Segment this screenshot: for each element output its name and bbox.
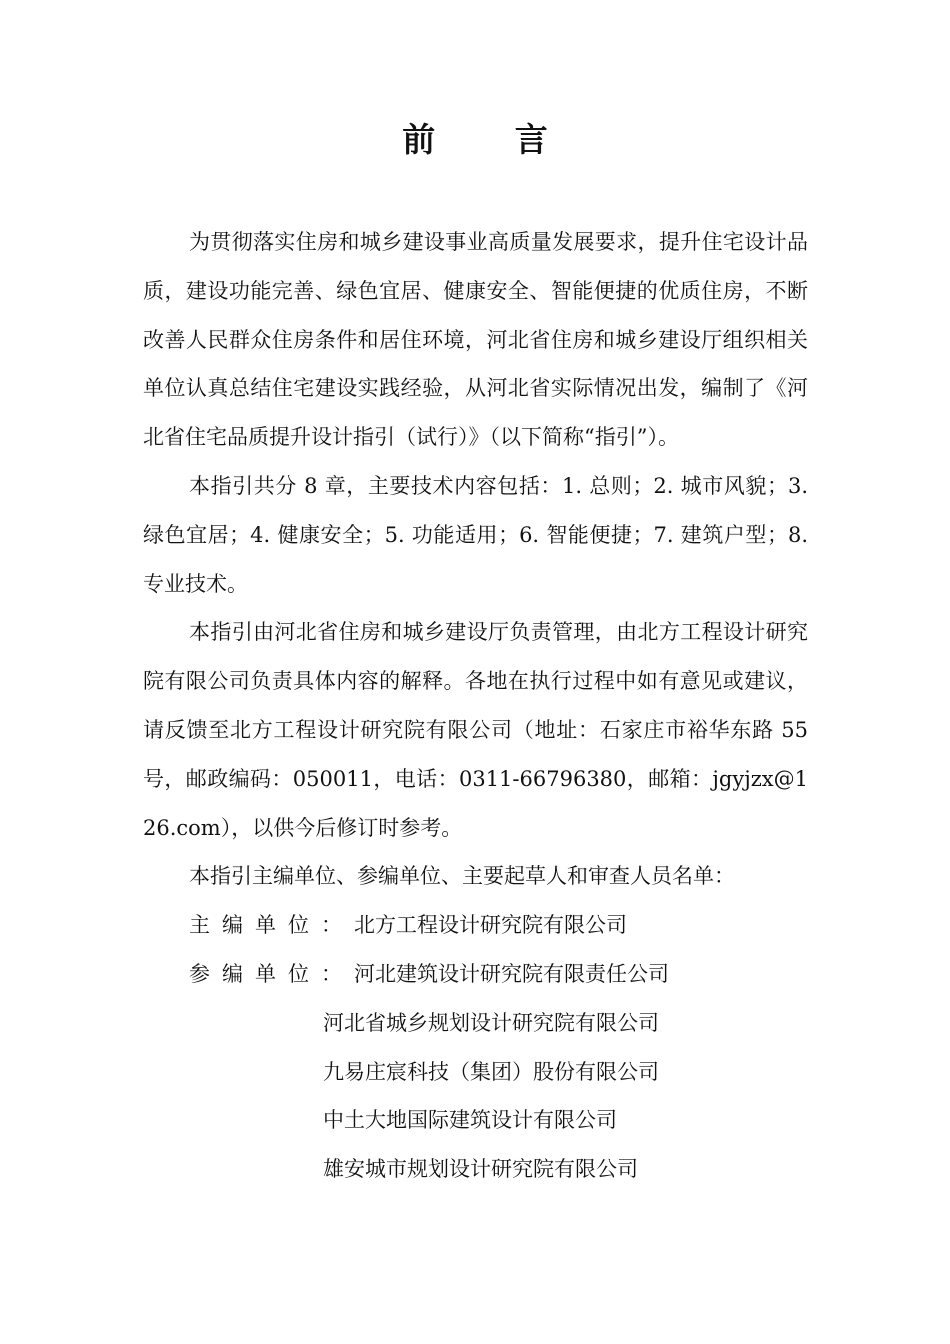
participant-org: 河北省城乡规划设计研究院有限公司 — [323, 1010, 659, 1035]
participant-org: 河北建筑设计研究院有限责任公司 — [354, 961, 669, 986]
participant-org: 中土大地国际建筑设计有限公司 — [323, 1108, 617, 1133]
page-title: 前 言 — [402, 120, 582, 159]
participant-org: 九易庄宸科技（集团）股份有限公司 — [323, 1059, 659, 1084]
chief-editor-line — [143, 901, 808, 950]
participant-line — [143, 950, 808, 999]
chief-editor-label: 主编单位： — [189, 913, 354, 938]
paragraph-chapters: 本指引共分 8 章，主要技术内容包括：1. 总则；2. 城市风貌；3. 绿色宜居；4. 健康安全；5. 功能适用；6. 智能便捷；7. 建筑户型；8. 专业技术。 — [143, 473, 808, 596]
participant-org: 雄安城市规划设计研究院有限公司 — [323, 1157, 638, 1182]
paragraph-list-intro: 本指引主编单位、参编单位、主要起草人和审查人员名单： — [189, 864, 735, 889]
chief-editor-org: 北方工程设计研究院有限公司 — [354, 913, 627, 938]
paragraph-purpose: 为贯彻落实住房和城乡建设事业高质量发展要求，提升住宅设计品质，建设功能完善、绿色宜居、健康安全、智能便捷的优质住房，不断改善人民群众住房条件和居住环境，河北省住房和城乡建设厅组织相关单位认真总结住宅建设实践经验，从河北省实际情况出发，编制了《河北省住宅品质提升设计指引（试行）》（以下简称“指引”）。 — [143, 230, 808, 450]
participant-label: 参编单位： — [189, 961, 354, 986]
paragraph-management: 本指引由河北省住房和城乡建设厅负责管理，由北方工程设计研究院有限公司负责具体内容的解释。各地在执行过程中如有意见或建议，请反馈至北方工程设计研究院有限公司（地址：石家庄市裕华东路 55 号，邮政编码：050011，电话：0311-66796380，邮箱：jgyjzx@126.com），以供今后修订时参考。 — [143, 620, 808, 840]
preface-body — [143, 218, 808, 1194]
